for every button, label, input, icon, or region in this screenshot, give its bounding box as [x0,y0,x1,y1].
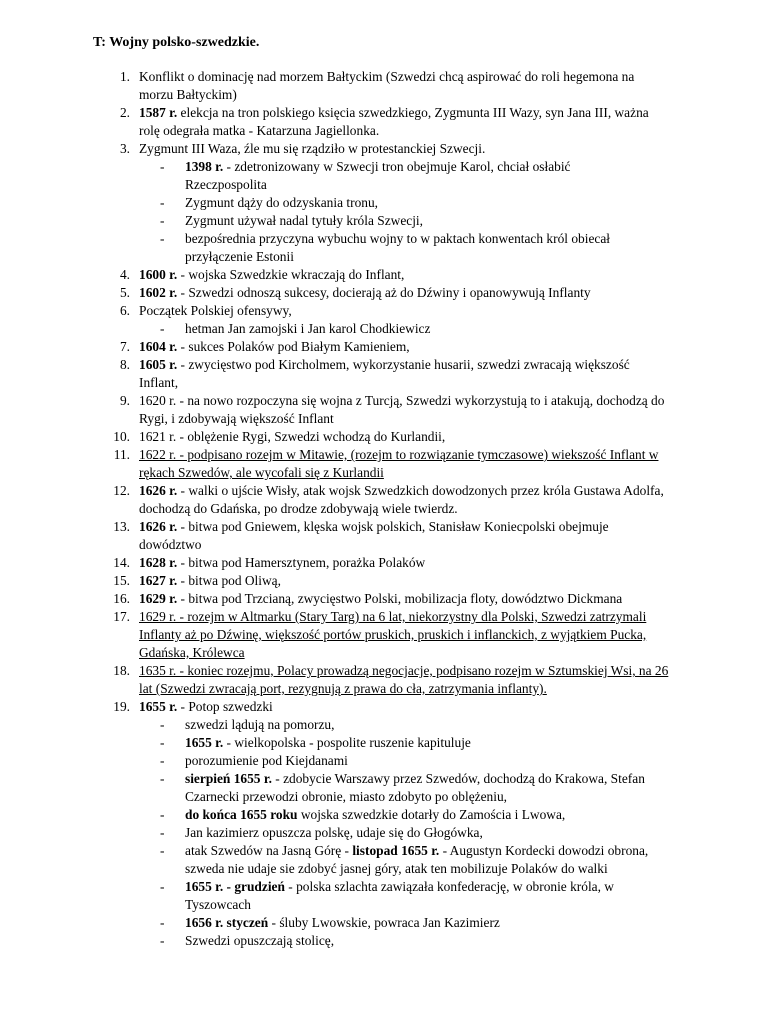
item-text [139,303,292,318]
dash-bullet: - [160,843,165,858]
sub-list-item [0,806,655,824]
item-number: 4. [119,267,130,282]
document-title: T: Wojny polsko-szwedzkie. [93,35,260,50]
dash-bullet: - [160,195,165,210]
item-number: 14. [113,555,130,570]
text-run: Jan kazimierz opuszcza polskę, udaje się do Głogówka, [185,825,483,840]
list-item [0,392,669,428]
text-run: - sukces Polaków pod Białym Kamieniem, [177,339,410,354]
sub-list-item [0,734,655,752]
text-run: 1629 r. - rozejm w Altmarku (Stary Targ) na 6 lat, niekorzystny dla Polski, Szwedzi zatrzymali Inflanty aż po Dźwinę, większość portów pruskich, pruskich i inflanckich, z wyjątkiem Pucka, Gdańska, Królewca [139,609,647,660]
bold-text: 1655 r. - grudzień [185,879,285,894]
sub-list-item [0,752,655,770]
text-run: Zygmunt III Waza, źle mu się rządziło w protestanckiej Szwecji. [139,141,486,156]
sub-item-text [185,195,378,210]
sub-item-text [185,159,571,192]
dash-bullet: - [160,159,165,174]
list-item [0,284,669,302]
item-number: 10. [113,429,130,444]
list-item [0,428,669,446]
item-number: 3. [119,141,130,156]
list-item [0,338,669,356]
bold-text: 1604 r. [139,339,178,354]
text-run: - bitwa pod Hamersztynem, porażka Polaków [177,555,426,570]
sub-item-text [185,213,423,228]
bold-text: 1629 r. [139,591,178,606]
bold-text: 1587 r. [139,105,178,120]
list-item [0,608,669,662]
dash-bullet: - [160,735,165,750]
text-run: - wielkopolska - pospolite ruszenie kapituluje [223,735,471,750]
sub-item-text [185,915,500,930]
item-text [139,609,646,660]
sub-list-item [0,230,655,266]
bold-text: 1602 r. [139,285,178,300]
item-text [139,699,273,714]
sub-list-item [0,194,655,212]
sub-list [139,716,669,950]
list-item [0,482,669,518]
bold-text: 1656 r. styczeń [185,915,269,930]
item-number: 19. [113,699,130,714]
dash-bullet: - [160,771,165,786]
dash-bullet: - [160,321,165,336]
text-run: - Augustyn Kordecki dowodzi obrona, szweda nie udaje sie zdobyć jasnej góry, atak ten mobilizuje Polaków do walki [185,843,649,876]
text-run: - bitwa pod Trzcianą, zwycięstwo Polski, mobilizacja floty, dowództwo Dickmana [177,591,623,606]
sub-list-item [0,212,655,230]
list-item [0,266,669,284]
sub-list-item [0,932,655,950]
item-number: 11. [113,447,130,462]
dash-bullet: - [160,933,165,948]
sub-list-item [0,842,655,878]
bold-text: 1605 r. [139,357,178,372]
dash-bullet: - [160,825,165,840]
bold-text: sierpień 1655 r. [185,771,272,786]
text-run: - bitwa pod Oliwą, [177,573,281,588]
item-number: 7. [119,339,130,354]
text-run: Zygmunt dąży do odzyskania tronu, [185,195,379,210]
sub-item-text [185,807,565,822]
dash-bullet: - [160,807,165,822]
text-run: - zdobycie Warszawy przez Szwedów, dochodzą do Krakowa, Stefan Czarnecki przewodzi obronie, miasto zdobyto po oblężeniu, [185,771,645,804]
sub-item-text [185,735,471,750]
text-run: Zygmunt używał nadal tytuły króla Szwecji, [185,213,423,228]
item-text [139,591,622,606]
item-text [139,483,664,516]
sub-list-item [0,320,655,338]
text-run: hetman Jan zamojski i Jan karol Chodkiewicz [185,321,431,336]
item-text [139,285,591,300]
numbered-list [0,68,768,950]
text-run: - wojska Szwedzkie wkraczają do Inflant, [177,267,405,282]
bold-text: 1655 r. [139,699,178,714]
list-item [0,68,669,104]
item-text [139,393,664,426]
text-run: wojska szwedzkie dotarły do Zamościa i Lwowa, [297,807,566,822]
sub-list-item [0,914,655,932]
item-text [139,573,281,588]
item-number: 6. [119,303,130,318]
text-run: - Potop szwedzki [177,699,273,714]
sub-item-text [185,933,334,948]
text-run: bezpośrednia przyczyna wybuchu wojny to w paktach konwentach król obiecał przyłączenie Estonii [185,231,611,264]
bold-text: 1626 r. [139,519,178,534]
sub-list [139,320,669,338]
item-number: 9. [119,393,130,408]
sub-item-text [185,717,334,732]
text-run: 1620 r. - na nowo rozpoczyna się wojna z Turcją, Szwedzi wykorzystują to i atakują, dochodzą do Rygi, i zdobywają większość Inflant [139,393,665,426]
item-number: 16. [113,591,130,606]
list-item [0,302,669,338]
dash-bullet: - [160,915,165,930]
item-number: 18. [113,663,130,678]
list-item [0,572,669,590]
text-run: - walki o ujście Wisły, atak wojsk Szwedzkich dowodzonych przez króla Gustawa Adolfa, dochodzą do Gdańska, po drodze zdobywają wiele twierdz. [139,483,664,516]
text-run: Konflikt o dominację nad morzem Bałtyckim (Szwedzi chcą aspirować do roli hegemona na morzu Bałtyckim) [139,69,635,102]
item-text [139,339,410,354]
sub-list-item [0,158,655,194]
list-item [0,518,669,554]
text-run: - Szwedzi odnoszą sukcesy, docierają aż do Dźwiny i opanowywują Inflanty [177,285,591,300]
list-item [0,140,669,266]
sub-list-item [0,716,655,734]
item-number: 17. [113,609,130,624]
item-text [139,267,404,282]
list-item [0,554,669,572]
text-run: - zdetronizowany w Szwecji tron obejmuje Karol, chciał osłabić Rzeczpospolita [185,159,571,192]
item-text [139,69,634,102]
bold-text: 1628 r. [139,555,178,570]
bold-text: 1655 r. [185,735,224,750]
item-text [139,429,445,444]
item-number: 8. [119,357,130,372]
bold-text: 1600 r. [139,267,178,282]
list-item [0,356,669,392]
text-run: 1635 r. - koniec rozejmu, Polacy prowadzą negocjacje, podpisano rozejm w Sztumskiej Wsi, na 26 lat (Szwedzi zwracają port, rezygnują z prawa do cła, zatrzymania inflanty). [139,663,669,696]
text-run: Początek Polskiej ofensywy, [139,303,292,318]
text-run: 1622 r. - podpisano rozejm w Mitawie, (rozejm to rozwiązanie tymczasowe) wiekszość Inflant w rękach Szwedów, ale wycofali się z Kurlandii [139,447,659,480]
item-number: 13. [113,519,130,534]
bold-text: 1627 r. [139,573,178,588]
text-run: - polska szlachta zawiązała konfederację, w obronie króla, w Tyszowcach [185,879,614,912]
text-run: porozumienie pod Kiejdanami [185,753,348,768]
list-item [0,104,669,140]
text-run: atak Szwedów na Jasną Górę - [185,843,353,858]
sub-list-item [0,770,655,806]
item-number: 12. [113,483,130,498]
item-number: 5. [119,285,130,300]
item-text [139,141,485,156]
list-item [0,590,669,608]
text-run: - bitwa pod Gniewem, klęska wojsk polskich, Stanisław Koniecpolski obejmuje dowództwo [139,519,609,552]
sub-item-text [185,231,610,264]
text-run: 1621 r. - oblężenie Rygi, Szwedzi wchodzą do Kurlandii, [139,429,446,444]
item-text [139,555,425,570]
dash-bullet: - [160,213,165,228]
text-run: - zwycięstwo pod Kircholmem, wykorzystanie husarii, szwedzi zwracają większość Inflant, [139,357,630,390]
item-text [139,357,630,390]
dash-bullet: - [160,879,165,894]
item-number: 2. [119,105,130,120]
bold-text: listopad 1655 r. [352,843,440,858]
bold-text: do końca 1655 roku [185,807,298,822]
dash-bullet: - [160,717,165,732]
sub-list [139,158,669,266]
sub-item-text [185,825,483,840]
sub-list-item [0,878,655,914]
list-item [0,662,669,698]
bold-text: 1626 r. [139,483,178,498]
dash-bullet: - [160,753,165,768]
text-run: - śluby Lwowskie, powraca Jan Kazimierz [268,915,500,930]
item-text [139,663,668,696]
sub-item-text [185,321,430,336]
dash-bullet: - [160,231,165,246]
sub-item-text [185,843,648,876]
bold-text: 1398 r. [185,159,224,174]
sub-item-text [185,771,645,804]
text-run: Szwedzi opuszczają stolicę, [185,933,335,948]
sub-list-item [0,824,655,842]
sub-item-text [185,879,614,912]
list-item [0,446,669,482]
sub-item-text [185,753,348,768]
item-number: 1. [119,69,130,84]
item-text [139,519,609,552]
text-run: szwedzi lądują na pomorzu, [185,717,335,732]
text-run: elekcja na tron polskiego księcia szwedzkiego, Zygmunta III Wazy, syn Jana III, ważna rolę odegrała matka - Katarzuna Jagiellonka. [139,105,649,138]
item-number: 15. [113,573,130,588]
item-text [139,447,658,480]
item-text [139,105,649,138]
list-item [0,698,669,950]
